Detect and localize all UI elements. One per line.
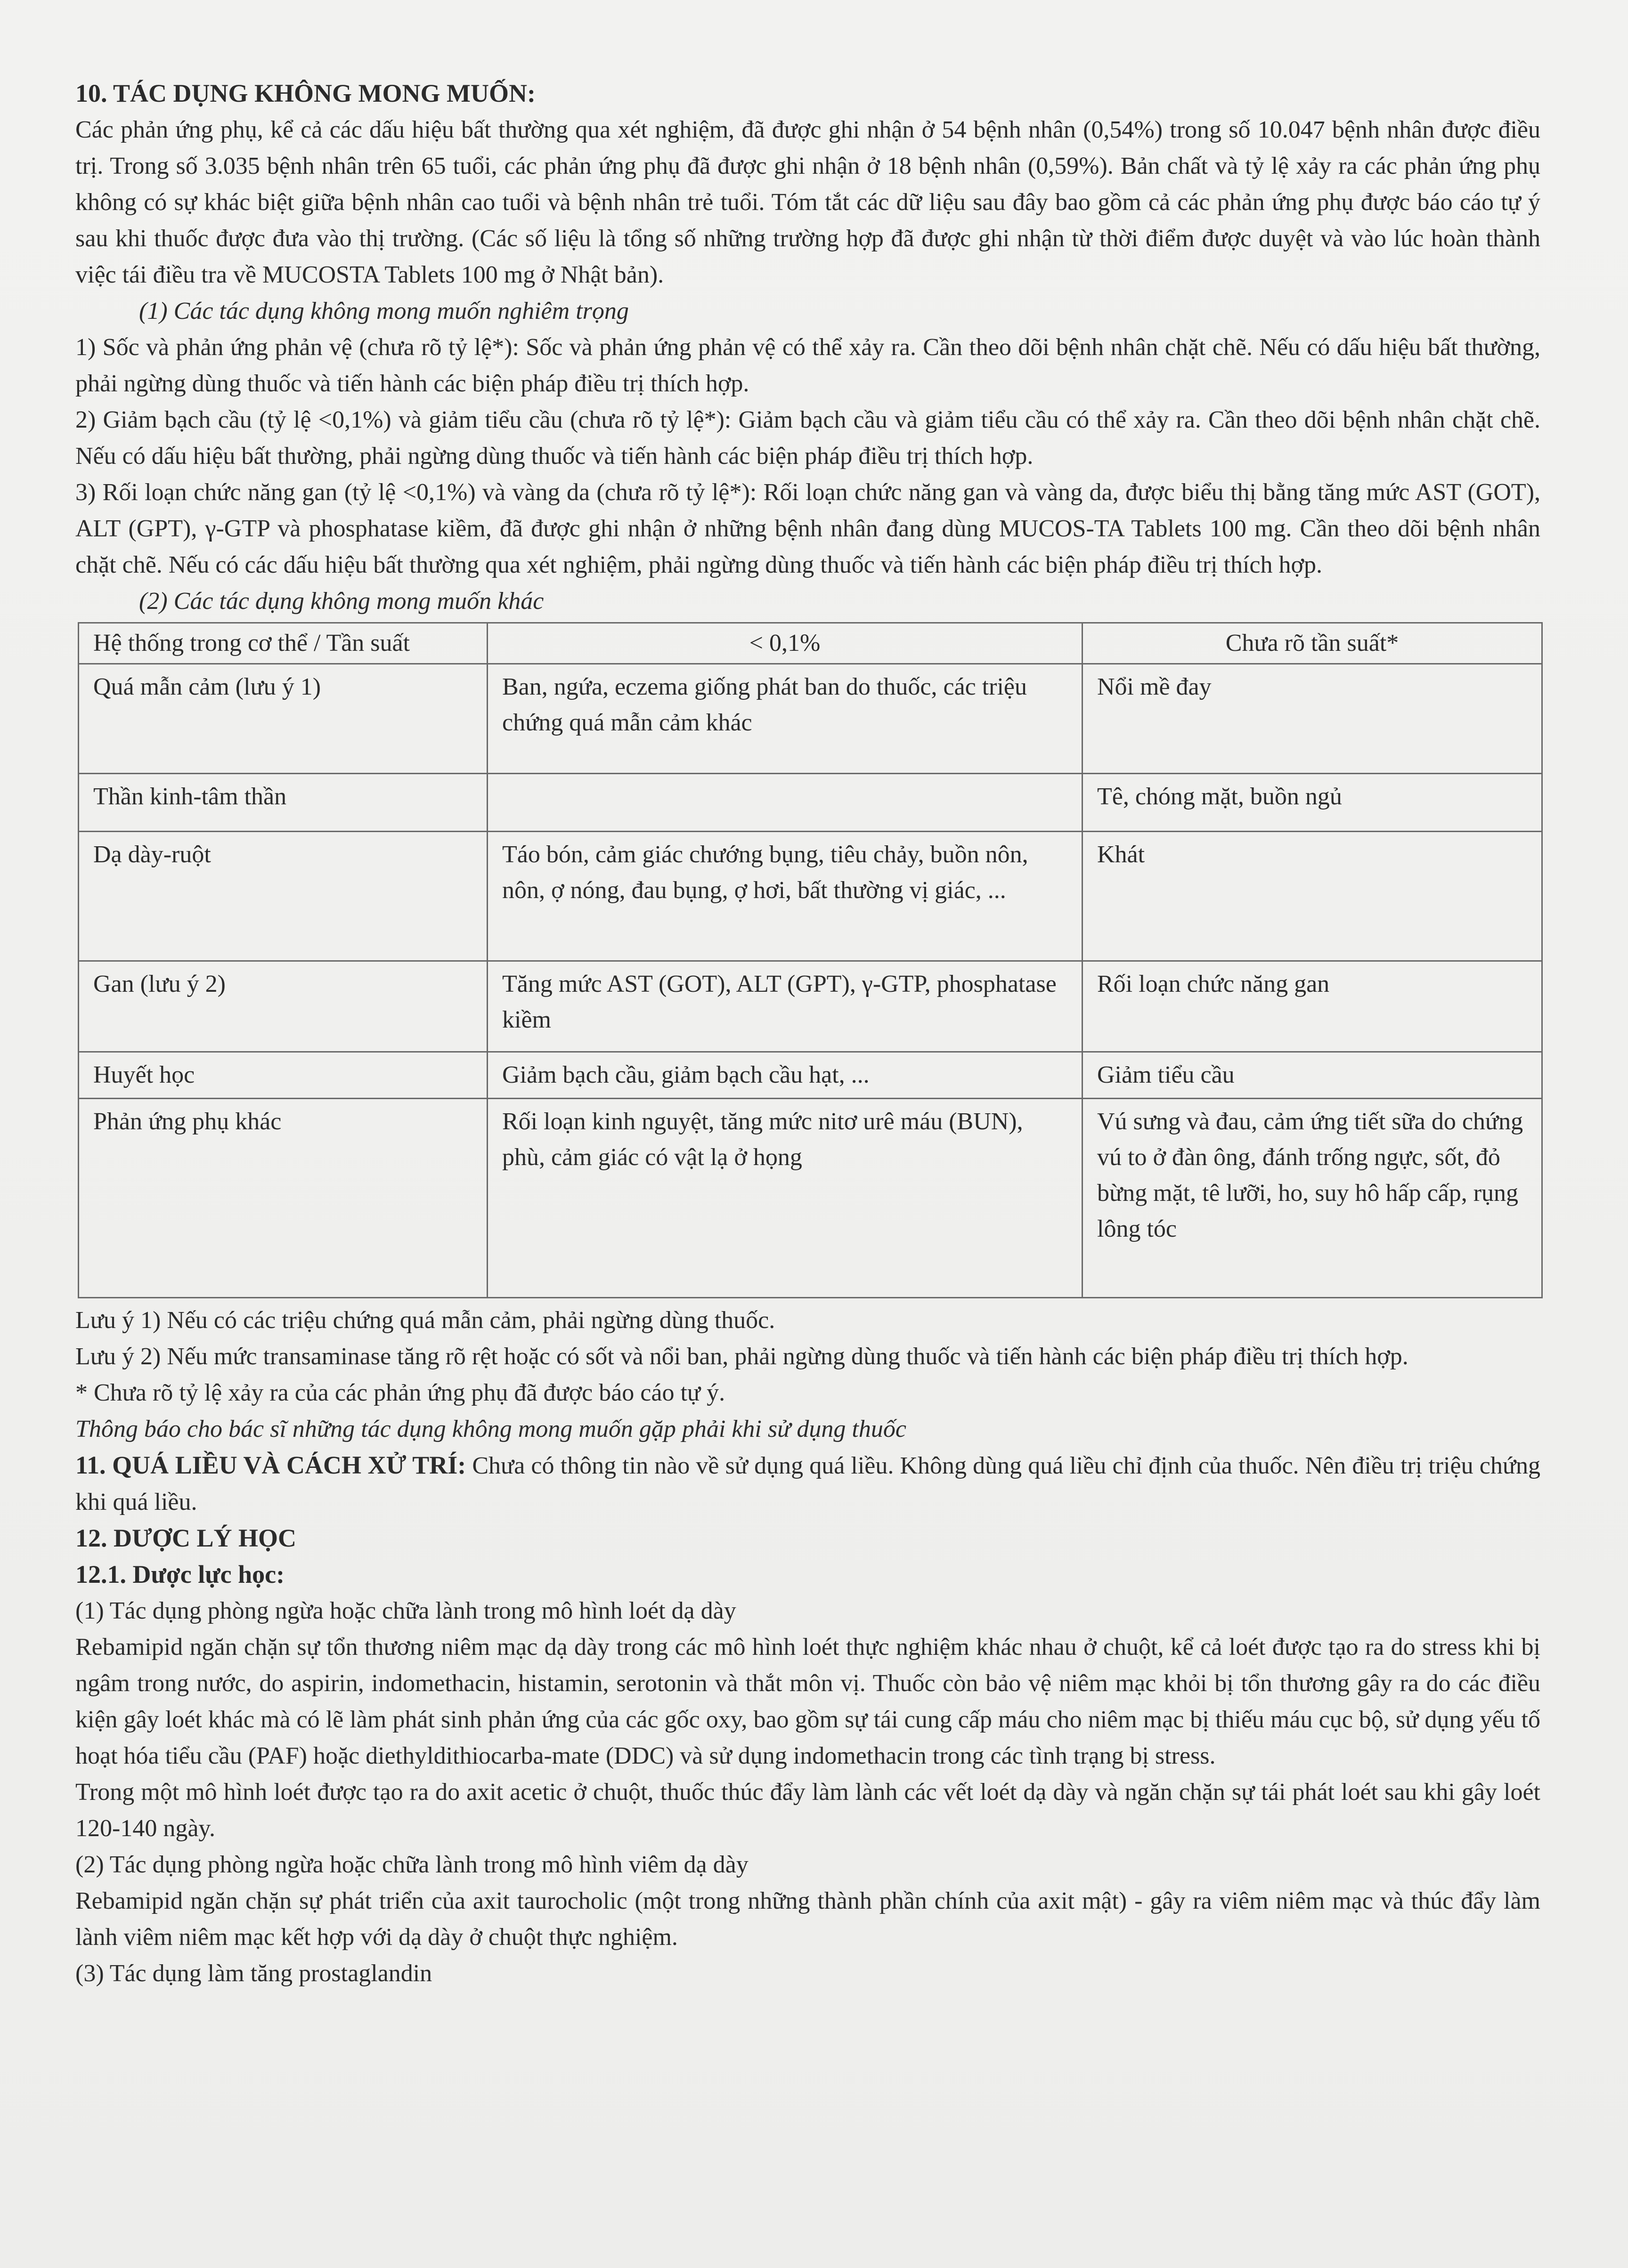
table-cell: Tê, chóng mặt, buồn ngủ [1083,774,1542,832]
table-row [79,1099,1542,1298]
pharmacodynamics-1-heading: (1) Tác dụng phòng ngừa hoặc chữa lành trong mô hình loét dạ dày [75,1597,736,1624]
pharmacodynamics-3-heading: (3) Tác dụng làm tăng prostaglandin [75,1960,432,1987]
notify-doctor: Thông báo cho bác sĩ những tác dụng không mong muốn gặp phải khi sử dụng thuốc [75,1416,906,1442]
table-cell: Huyết học [79,1052,488,1099]
table-row [79,961,1542,1052]
section-11-text: Chưa có thông tin nào về sử dụng quá liều. Không dùng quá liều chỉ định của thuốc. Nên điều trị triệu chứng khi quá liều. [75,1452,1541,1515]
section-10-title: 10. TÁC DỤNG KHÔNG MONG MUỐN: [75,79,536,107]
table-cell: Rối loạn chức năng gan [1083,961,1542,1052]
table-cell: Dạ dày-ruột [79,832,488,961]
table-cell: Rối loạn kinh nguyệt, tăng mức nitơ urê máu (BUN), phù, cảm giác có vật lạ ở họng [488,1099,1083,1298]
table-cell: Vú sưng và đau, cảm ứng tiết sữa do chứng vú to ở đàn ông, đánh trống ngực, sốt, đỏ bừng mặt, tê lưỡi, ho, suy hô hấp cấp, rụng lông tóc [1083,1099,1542,1298]
pharmacodynamics-2-heading: (2) Tác dụng phòng ngừa hoặc chữa lành trong mô hình viêm dạ dày [75,1851,749,1878]
table-cell: Giảm tiểu cầu [1083,1052,1542,1099]
table-header-row [79,623,1542,664]
section-10-intro: Các phản ứng phụ, kể cả các dấu hiệu bất thường qua xét nghiệm, đã được ghi nhận ở 54 bệnh nhân (0,54%) trong số 10.047 bệnh nhân được điều trị. Trong số 3.035 bệnh nhân trên 65 tuổi, các phản ứng phụ đã được ghi nhận ở 18 bệnh nhân (0,59%). Bản chất và tỷ lệ xảy ra các phản ứng phụ không có sự khác biệt giữa bệnh nhân cao tuổi và bệnh nhân trẻ tuổi. Tóm tắt các dữ liệu sau đây bao gồm cả các phản ứng phụ được báo cáo tự ý sau khi thuốc được đưa vào thị trường. (Các số liệu là tổng số những trường hợp đã được ghi nhận từ thời điểm được duyệt và vào lúc hoàn thành việc tái điều tra về MUCOSTA Tablets 100 mg ở Nhật bản). [75,116,1540,288]
pharmacodynamics-1-text2: Trong một mô hình loét được tạo ra do axit acetic ở chuột, thuốc thúc đẩy làm lành các vết loét dạ dày và ngăn chặn sự tái phát loét sau khi gây loét 120-140 ngày. [75,1779,1540,1842]
serious-effect-2: 2) Giảm bạch cầu (tỷ lệ <0,1%) và giảm tiểu cầu (chưa rõ tỷ lệ*): Giảm bạch cầu và giảm tiểu cầu có thể xảy ra. Cần theo dõi bệnh nhân chặt chẽ. Nếu có dấu hiệu bất thường, phải ngừng dùng thuốc và tiến hành các biện pháp điều trị thích hợp. [75,406,1540,470]
section-12-title: 12. DƯỢC LÝ HỌC [75,1524,296,1552]
note-1: Lưu ý 1) Nếu có các triệu chứng quá mẫn cảm, phải ngừng dùng thuốc. [75,1307,775,1334]
table-cell: Phản ứng phụ khác [79,1099,488,1298]
other-effects-heading: (2) Các tác dụng không mong muốn khác [139,588,544,615]
table-header: Chưa rõ tần suất* [1083,623,1542,664]
section-11 [75,1447,1540,1520]
table-header: < 0,1% [488,623,1083,664]
document-content [75,75,1540,1992]
side-effects-table [78,622,1543,1298]
table-cell: Gan (lưu ý 2) [79,961,488,1052]
table-cell: Táo bón, cảm giác chướng bụng, tiêu chảy, buồn nôn, nôn, ợ nóng, đau bụng, ợ hơi, bất thường vị giác, ... [488,832,1083,961]
table-cell: Ban, ngứa, eczema giống phát ban do thuốc, các triệu chứng quá mẫn cảm khác [488,664,1083,774]
section-11-title: 11. QUÁ LIỀU VÀ CÁCH XỬ TRÍ: [75,1451,466,1479]
serious-effects-heading: (1) Các tác dụng không mong muốn nghiêm trọng [139,298,629,324]
note-2: Lưu ý 2) Nếu mức transaminase tăng rõ rệt hoặc có sốt và nổi ban, phải ngừng dùng thuốc và tiến hành các biện pháp điều trị thích hợp. [75,1343,1408,1370]
pharmacodynamics-2-text: Rebamipid ngăn chặn sự phát triển của axit taurocholic (một trong những thành phần chính của axit mật) - gây ra viêm niêm mạc và thúc đẩy làm lành viêm niêm mạc kết hợp với dạ dày ở chuột thực nghiệm. [75,1887,1540,1951]
table-cell: Quá mẫn cảm (lưu ý 1) [79,664,488,774]
pharmacodynamics-1-text: Rebamipid ngăn chặn sự tổn thương niêm mạc dạ dày trong các mô hình loét thực nghiệm khác nhau ở chuột, kể cả loét được tạo ra do stress khi bị ngâm trong nước, do aspirin, indomethacin, histamin, serotonin và thắt môn vị. Thuốc còn bảo vệ niêm mạc khỏi bị tổn thương gây ra do các điều kiện gây loét khác mà có lẽ làm phát sinh phản ứng của các gốc oxy, bao gồm sự tái cung cấp máu cho niêm mạc bị thiếu máu cục bộ, sử dụng yếu tố hoạt hóa tiểu cầu (PAF) hoặc diethyldithiocarba-mate (DDC) và sử dụng indomethacin trong các tình trạng bị stress. [75,1634,1540,1769]
table-row [79,832,1542,961]
table-cell: Khát [1083,832,1542,961]
table-row [79,1052,1542,1099]
table-cell: Thần kinh-tâm thần [79,774,488,832]
section-12-1-title: 12.1. Dược lực học: [75,1560,285,1588]
table-row [79,774,1542,832]
serious-effect-3: 3) Rối loạn chức năng gan (tỷ lệ <0,1%) và vàng da (chưa rõ tỷ lệ*): Rối loạn chức năng gan và vàng da, được biểu thị bằng tăng mức AST (GOT), ALT (GPT), γ-GTP và phosphatase kiềm, đã được ghi nhận ở những bệnh nhân đang dùng MUCOS-TA Tablets 100 mg. Cần theo dõi bệnh nhân chặt chẽ. Nếu có các dấu hiệu bất thường qua xét nghiệm, phải ngừng dùng thuốc và tiến hành các biện pháp điều trị thích hợp. [75,479,1540,578]
table-header: Hệ thống trong cơ thể / Tần suất [79,623,488,664]
table-cell [488,774,1083,832]
table-cell: Tăng mức AST (GOT), ALT (GPT), γ-GTP, phosphatase kiềm [488,961,1083,1052]
note-star: * Chưa rõ tỷ lệ xảy ra của các phản ứng phụ đã được báo cáo tự ý. [75,1379,725,1406]
serious-effect-1: 1) Sốc và phản ứng phản vệ (chưa rõ tỷ lệ*): Sốc và phản ứng phản vệ có thể xảy ra. Cần theo dõi bệnh nhân chặt chẽ. Nếu có dấu hiệu bất thường, phải ngừng dùng thuốc và tiến hành các biện pháp điều trị thích hợp. [75,334,1540,397]
table-cell: Giảm bạch cầu, giảm bạch cầu hạt, ... [488,1052,1083,1099]
table-cell: Nổi mề đay [1083,664,1542,774]
table-row [79,664,1542,774]
